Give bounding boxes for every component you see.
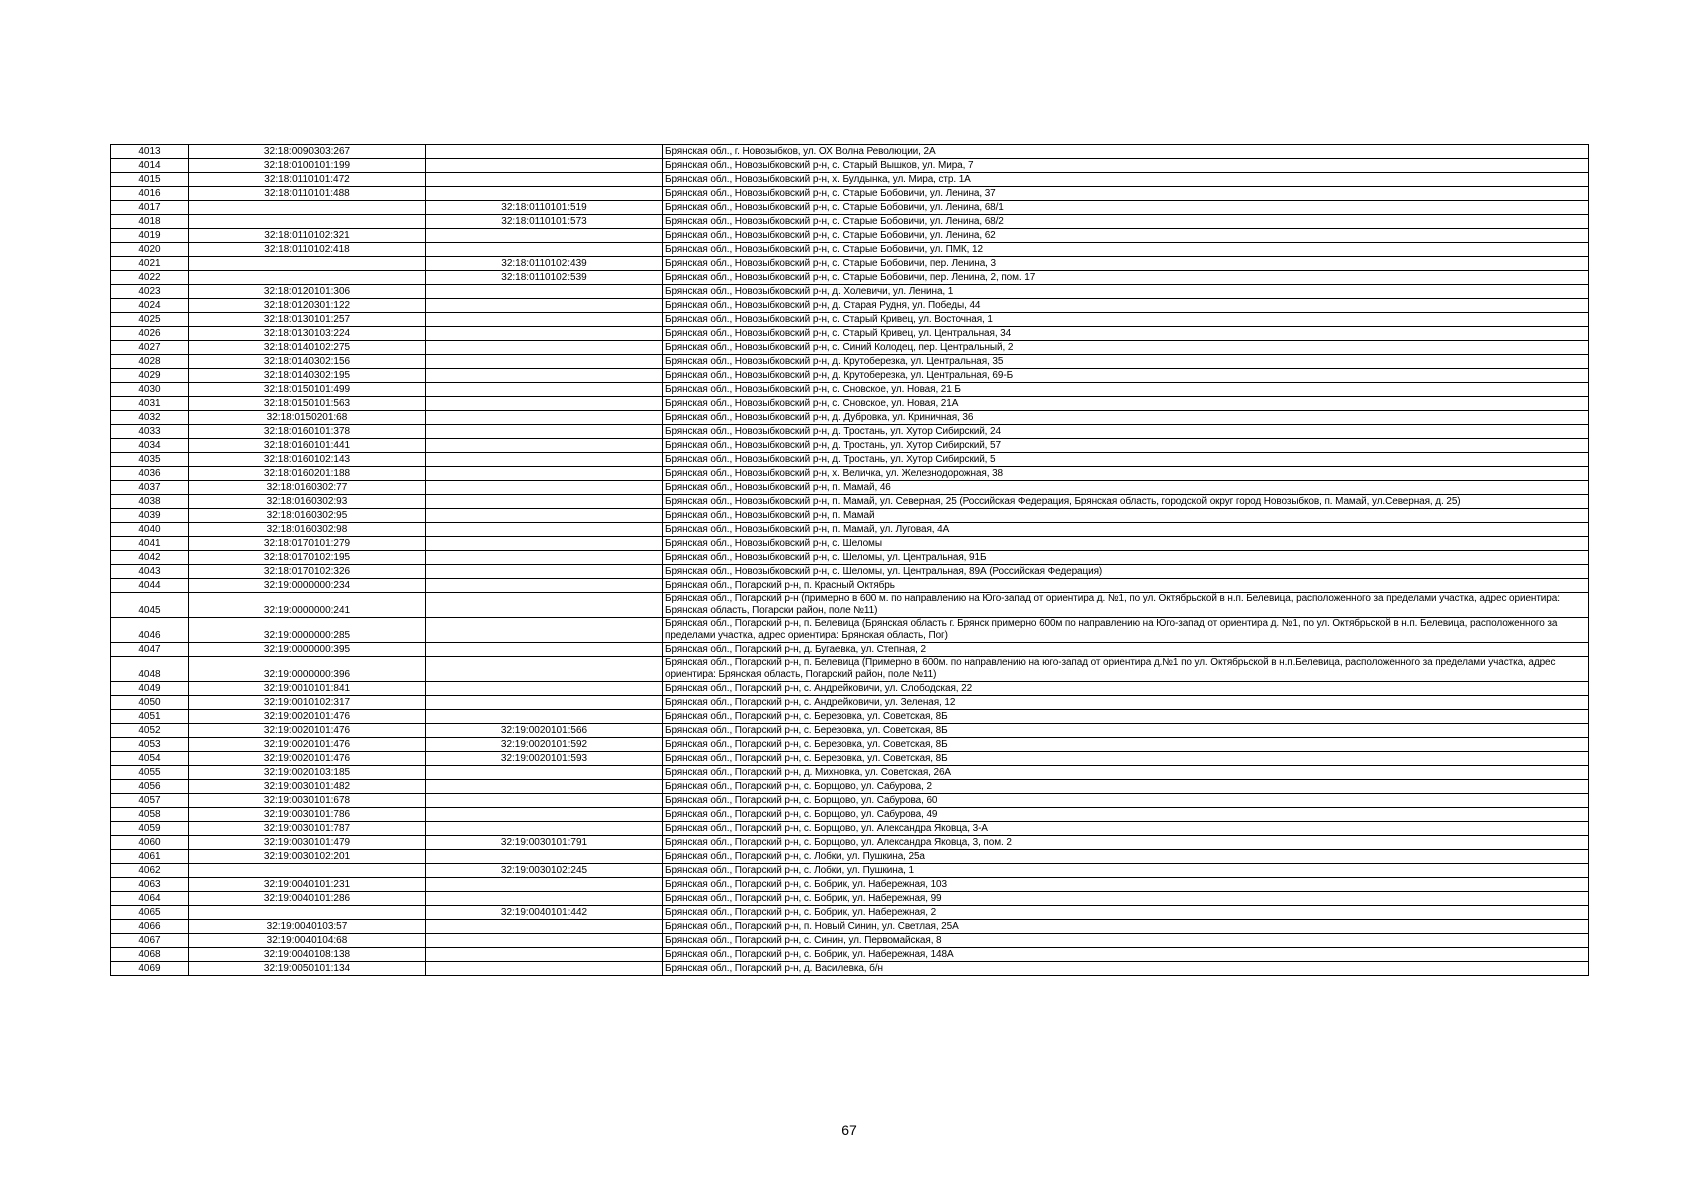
row-number-cell: 4057 <box>111 794 189 808</box>
related-cadastral-number-cell <box>426 523 663 537</box>
table-row <box>111 752 1589 766</box>
address-cell: Брянская обл., Новозыбковский р-н, с. Старые Бобовичи, ул. Ленина, 62 <box>663 229 1589 243</box>
cadastral-number-cell: 32:18:0140302:156 <box>189 355 426 369</box>
table-row <box>111 369 1589 383</box>
table-row <box>111 327 1589 341</box>
table-row <box>111 257 1589 271</box>
row-number-cell: 4060 <box>111 836 189 850</box>
row-number-cell: 4025 <box>111 313 189 327</box>
related-cadastral-number-cell <box>426 565 663 579</box>
row-number-cell: 4058 <box>111 808 189 822</box>
related-cadastral-number-cell: 32:19:0030101:791 <box>426 836 663 850</box>
row-number-cell: 4052 <box>111 724 189 738</box>
table-row <box>111 313 1589 327</box>
row-number-cell: 4026 <box>111 327 189 341</box>
row-number-cell: 4029 <box>111 369 189 383</box>
related-cadastral-number-cell <box>426 481 663 495</box>
cadastral-number-cell: 32:18:0150101:499 <box>189 383 426 397</box>
table-row <box>111 962 1589 976</box>
row-number-cell: 4032 <box>111 411 189 425</box>
address-cell: Брянская обл., Новозыбковский р-н, п. Мамай, ул. Луговая, 4А <box>663 523 1589 537</box>
address-cell: Брянская обл., Новозыбковский р-н, д. Холевичи, ул. Ленина, 1 <box>663 285 1589 299</box>
row-number-cell: 4043 <box>111 565 189 579</box>
address-cell: Брянская обл., Новозыбковский р-н, х. Величка, ул. Железнодорожная, 38 <box>663 467 1589 481</box>
table-row <box>111 780 1589 794</box>
address-cell: Брянская обл., Погарский р-н, с. Борщово, ул. Александра Яковца, 3, пом. 2 <box>663 836 1589 850</box>
address-cell: Брянская обл., Погарский р-н, п. Белевица (Брянская область г. Брянск примерно 600м по направлению на Юго-запад от ориентира д. №1, по ул. Октябрьской в н.п. Белевица, расположенного за пределами участка, адрес ориентира: Брянская область, Пог) <box>663 618 1589 643</box>
row-number-cell: 4045 <box>111 593 189 618</box>
table-row <box>111 850 1589 864</box>
address-cell: Брянская обл., Погарский р-н, д. Бугаевка, ул. Степная, 2 <box>663 643 1589 657</box>
related-cadastral-number-cell <box>426 383 663 397</box>
row-number-cell: 4051 <box>111 710 189 724</box>
address-cell: Брянская обл., Новозыбковский р-н, д. Дубровка, ул. Криничная, 36 <box>663 411 1589 425</box>
related-cadastral-number-cell <box>426 509 663 523</box>
address-cell: Брянская обл., Новозыбковский р-н, с. Старый Вышков, ул. Мира, 7 <box>663 159 1589 173</box>
table-row <box>111 453 1589 467</box>
table-row <box>111 173 1589 187</box>
cadastral-number-cell: 32:19:0040104:68 <box>189 934 426 948</box>
row-number-cell: 4036 <box>111 467 189 481</box>
table-row <box>111 836 1589 850</box>
address-cell: Брянская обл., Погарский р-н, с. Бобрик, ул. Набережная, 103 <box>663 878 1589 892</box>
table-row <box>111 892 1589 906</box>
row-number-cell: 4063 <box>111 878 189 892</box>
table-row <box>111 509 1589 523</box>
row-number-cell: 4027 <box>111 341 189 355</box>
table-row <box>111 551 1589 565</box>
cadastral-number-cell: 32:18:0160302:98 <box>189 523 426 537</box>
address-cell: Брянская обл., Новозыбковский р-н, с. Старые Бобовичи, ул. Ленина, 68/1 <box>663 201 1589 215</box>
address-cell: Брянская обл., Новозыбковский р-н, с. Старый Кривец, ул. Центральная, 34 <box>663 327 1589 341</box>
related-cadastral-number-cell <box>426 537 663 551</box>
related-cadastral-number-cell <box>426 159 663 173</box>
related-cadastral-number-cell: 32:19:0030102:245 <box>426 864 663 878</box>
table-row <box>111 696 1589 710</box>
row-number-cell: 4018 <box>111 215 189 229</box>
row-number-cell: 4066 <box>111 920 189 934</box>
row-number-cell: 4068 <box>111 948 189 962</box>
related-cadastral-number-cell <box>426 643 663 657</box>
address-cell: Брянская обл., Новозыбковский р-н, д. Тростань, ул. Хутор Сибирский, 57 <box>663 439 1589 453</box>
cadastral-number-cell: 32:19:0020101:476 <box>189 724 426 738</box>
related-cadastral-number-cell <box>426 243 663 257</box>
table-row <box>111 215 1589 229</box>
cadastral-number-cell <box>189 906 426 920</box>
row-number-cell: 4041 <box>111 537 189 551</box>
row-number-cell: 4053 <box>111 738 189 752</box>
related-cadastral-number-cell <box>426 618 663 643</box>
table-row <box>111 383 1589 397</box>
related-cadastral-number-cell: 32:19:0040101:442 <box>426 906 663 920</box>
table-row <box>111 243 1589 257</box>
row-number-cell: 4039 <box>111 509 189 523</box>
address-cell: Брянская обл., Погарский р-н, с. Березовка, ул. Советская, 8Б <box>663 724 1589 738</box>
cadastral-number-cell: 32:19:0030101:787 <box>189 822 426 836</box>
cadastral-number-cell: 32:19:0040101:231 <box>189 878 426 892</box>
cadastral-number-cell: 32:19:0010101:841 <box>189 682 426 696</box>
cadastral-number-cell: 32:18:0120301:122 <box>189 299 426 313</box>
table-row <box>111 593 1589 618</box>
table-row <box>111 439 1589 453</box>
address-cell: Брянская обл., Погарский р-н, п. Новый Синин, ул. Светлая, 25А <box>663 920 1589 934</box>
cadastral-number-cell: 32:19:0000000:395 <box>189 643 426 657</box>
related-cadastral-number-cell <box>426 285 663 299</box>
cadastral-number-cell: 32:18:0130101:257 <box>189 313 426 327</box>
row-number-cell: 4037 <box>111 481 189 495</box>
related-cadastral-number-cell <box>426 439 663 453</box>
cadastral-number-cell: 32:18:0150101:563 <box>189 397 426 411</box>
related-cadastral-number-cell: 32:18:0110102:539 <box>426 271 663 285</box>
row-number-cell: 4049 <box>111 682 189 696</box>
address-cell: Брянская обл., Погарский р-н, с. Бобрик, ул. Набережная, 99 <box>663 892 1589 906</box>
table-row <box>111 397 1589 411</box>
related-cadastral-number-cell <box>426 495 663 509</box>
address-cell: Брянская обл., Погарский р-н, д. Василевка, б/н <box>663 962 1589 976</box>
related-cadastral-number-cell <box>426 299 663 313</box>
row-number-cell: 4044 <box>111 579 189 593</box>
address-cell: Брянская обл., Новозыбковский р-н, с. Шеломы, ул. Центральная, 89А (Российская Федерация) <box>663 565 1589 579</box>
table-row <box>111 766 1589 780</box>
related-cadastral-number-cell <box>426 934 663 948</box>
table-row <box>111 285 1589 299</box>
related-cadastral-number-cell <box>426 327 663 341</box>
cadastral-number-cell: 32:18:0170102:195 <box>189 551 426 565</box>
row-number-cell: 4024 <box>111 299 189 313</box>
address-cell: Брянская обл., Новозыбковский р-н, с. Сновское, ул. Новая, 21 Б <box>663 383 1589 397</box>
related-cadastral-number-cell <box>426 397 663 411</box>
related-cadastral-number-cell: 32:19:0020101:592 <box>426 738 663 752</box>
address-cell: Брянская обл., Погарский р-н, п. Красный Октябрь <box>663 579 1589 593</box>
row-number-cell: 4015 <box>111 173 189 187</box>
cadastral-number-cell: 32:19:0030101:482 <box>189 780 426 794</box>
address-cell: Брянская обл., Новозыбковский р-н, с. Старые Бобовичи, ул. Ленина, 37 <box>663 187 1589 201</box>
row-number-cell: 4062 <box>111 864 189 878</box>
address-cell: Брянская обл., Новозыбковский р-н, д. Старая Рудня, ул. Победы, 44 <box>663 299 1589 313</box>
table-row <box>111 271 1589 285</box>
address-cell: Брянская обл., Погарский р-н, д. Михновка, ул. Советская, 26А <box>663 766 1589 780</box>
table-row <box>111 878 1589 892</box>
cadastral-number-cell <box>189 864 426 878</box>
table-row <box>111 864 1589 878</box>
cadastral-number-cell: 32:18:0160302:93 <box>189 495 426 509</box>
cadastral-number-cell: 32:19:0020103:185 <box>189 766 426 780</box>
related-cadastral-number-cell <box>426 593 663 618</box>
table-row <box>111 481 1589 495</box>
address-cell: Брянская обл., Погарский р-н, с. Андрейковичи, ул. Зеленая, 12 <box>663 696 1589 710</box>
address-cell: Брянская обл., Погарский р-н (примерно в 600 м. по направлению на Юго-запад от ориентира д. №1, по ул. Октябрьской в н.п. Белевица, расположенного за пределами участка, адрес ориентира: Брянская область, Погарски район, поле №11) <box>663 593 1589 618</box>
cadastral-number-cell: 32:19:0000000:241 <box>189 593 426 618</box>
row-number-cell: 4064 <box>111 892 189 906</box>
related-cadastral-number-cell <box>426 962 663 976</box>
cadastral-number-cell: 32:18:0110102:418 <box>189 243 426 257</box>
cadastral-number-cell: 32:18:0160302:77 <box>189 481 426 495</box>
related-cadastral-number-cell <box>426 355 663 369</box>
cadastral-number-cell: 32:19:0000000:285 <box>189 618 426 643</box>
related-cadastral-number-cell <box>426 780 663 794</box>
cadastral-number-cell: 32:19:0030102:201 <box>189 850 426 864</box>
property-registry-table <box>110 144 1589 976</box>
related-cadastral-number-cell <box>426 313 663 327</box>
table-row <box>111 537 1589 551</box>
cadastral-number-cell: 32:18:0170101:279 <box>189 537 426 551</box>
table-row <box>111 229 1589 243</box>
address-cell: Брянская обл., Погарский р-н, с. Березовка, ул. Советская, 8Б <box>663 738 1589 752</box>
table-row <box>111 467 1589 481</box>
cadastral-number-cell: 32:19:0020101:476 <box>189 710 426 724</box>
table-row <box>111 201 1589 215</box>
row-number-cell: 4067 <box>111 934 189 948</box>
related-cadastral-number-cell <box>426 696 663 710</box>
row-number-cell: 4030 <box>111 383 189 397</box>
cadastral-number-cell: 32:18:0140102:275 <box>189 341 426 355</box>
address-cell: Брянская обл., Новозыбковский р-н, с. Синий Колодец, пер. Центральный, 2 <box>663 341 1589 355</box>
table-row <box>111 657 1589 682</box>
cadastral-number-cell: 32:18:0090303:267 <box>189 145 426 159</box>
address-cell: Брянская обл., Погарский р-н, с. Березовка, ул. Советская, 8Б <box>663 710 1589 724</box>
address-cell: Брянская обл., Новозыбковский р-н, д. Крутоберезка, ул. Центральная, 69-Б <box>663 369 1589 383</box>
table-row <box>111 920 1589 934</box>
address-cell: Брянская обл., Новозыбковский р-н, с. Старые Бобовичи, ул. ПМК, 12 <box>663 243 1589 257</box>
related-cadastral-number-cell <box>426 187 663 201</box>
registry-table-body <box>111 145 1589 976</box>
address-cell: Брянская обл., Погарский р-н, с. Лобки, ул. Пушкина, 25а <box>663 850 1589 864</box>
cadastral-number-cell: 32:19:0040103:57 <box>189 920 426 934</box>
table-row <box>111 822 1589 836</box>
cadastral-number-cell <box>189 201 426 215</box>
related-cadastral-number-cell <box>426 145 663 159</box>
row-number-cell: 4023 <box>111 285 189 299</box>
cadastral-number-cell: 32:18:0100101:199 <box>189 159 426 173</box>
cadastral-number-cell: 32:19:0040101:286 <box>189 892 426 906</box>
table-row <box>111 341 1589 355</box>
cadastral-number-cell: 32:18:0160201:188 <box>189 467 426 481</box>
row-number-cell: 4013 <box>111 145 189 159</box>
cadastral-number-cell: 32:19:0000000:234 <box>189 579 426 593</box>
table-row <box>111 579 1589 593</box>
related-cadastral-number-cell <box>426 794 663 808</box>
row-number-cell: 4021 <box>111 257 189 271</box>
related-cadastral-number-cell: 32:18:0110101:573 <box>426 215 663 229</box>
row-number-cell: 4048 <box>111 657 189 682</box>
address-cell: Брянская обл., Погарский р-н, с. Борщово, ул. Александра Яковца, 3-А <box>663 822 1589 836</box>
table-row <box>111 643 1589 657</box>
address-cell: Брянская обл., Новозыбковский р-н, п. Мамай, 46 <box>663 481 1589 495</box>
row-number-cell: 4031 <box>111 397 189 411</box>
table-row <box>111 738 1589 752</box>
cadastral-number-cell: 32:18:0160101:378 <box>189 425 426 439</box>
cadastral-number-cell <box>189 215 426 229</box>
table-row <box>111 565 1589 579</box>
row-number-cell: 4017 <box>111 201 189 215</box>
related-cadastral-number-cell <box>426 657 663 682</box>
address-cell: Брянская обл., Погарский р-н, с. Борщово, ул. Сабурова, 2 <box>663 780 1589 794</box>
cadastral-number-cell: 32:18:0170102:326 <box>189 565 426 579</box>
related-cadastral-number-cell <box>426 850 663 864</box>
address-cell: Брянская обл., Погарский р-н, с. Борщово, ул. Сабурова, 49 <box>663 808 1589 822</box>
row-number-cell: 4054 <box>111 752 189 766</box>
row-number-cell: 4059 <box>111 822 189 836</box>
row-number-cell: 4065 <box>111 906 189 920</box>
related-cadastral-number-cell <box>426 710 663 724</box>
row-number-cell: 4046 <box>111 618 189 643</box>
related-cadastral-number-cell <box>426 822 663 836</box>
cadastral-number-cell: 32:18:0110101:472 <box>189 173 426 187</box>
address-cell: Брянская обл., Новозыбковский р-н, с. Старые Бобовичи, пер. Ленина, 2, пом. 17 <box>663 271 1589 285</box>
related-cadastral-number-cell <box>426 682 663 696</box>
address-cell: Брянская обл., Новозыбковский р-н, с. Сновское, ул. Новая, 21А <box>663 397 1589 411</box>
related-cadastral-number-cell <box>426 341 663 355</box>
cadastral-number-cell: 32:18:0160302:95 <box>189 509 426 523</box>
cadastral-number-cell: 32:18:0160101:441 <box>189 439 426 453</box>
cadastral-number-cell: 32:19:0020101:476 <box>189 738 426 752</box>
cadastral-number-cell: 32:18:0140302:195 <box>189 369 426 383</box>
cadastral-number-cell: 32:19:0040108:138 <box>189 948 426 962</box>
row-number-cell: 4020 <box>111 243 189 257</box>
related-cadastral-number-cell <box>426 579 663 593</box>
address-cell: Брянская обл., Погарский р-н, с. Синин, ул. Первомайская, 8 <box>663 934 1589 948</box>
related-cadastral-number-cell: 32:18:0110101:519 <box>426 201 663 215</box>
table-row <box>111 495 1589 509</box>
related-cadastral-number-cell <box>426 369 663 383</box>
table-row <box>111 411 1589 425</box>
table-row <box>111 948 1589 962</box>
address-cell: Брянская обл., Новозыбковский р-н, п. Мамай <box>663 509 1589 523</box>
row-number-cell: 4061 <box>111 850 189 864</box>
cadastral-number-cell: 32:19:0030101:479 <box>189 836 426 850</box>
address-cell: Брянская обл., г. Новозыбков, ул. ОХ Волна Революции, 2А <box>663 145 1589 159</box>
cadastral-number-cell: 32:19:0030101:678 <box>189 794 426 808</box>
page-number: 67 <box>841 1122 857 1138</box>
cadastral-number-cell: 32:18:0160102:143 <box>189 453 426 467</box>
row-number-cell: 4014 <box>111 159 189 173</box>
cadastral-number-cell <box>189 271 426 285</box>
address-cell: Брянская обл., Погарский р-н, с. Андрейковичи, ул. Слободская, 22 <box>663 682 1589 696</box>
address-cell: Брянская обл., Погарский р-н, с. Лобки, ул. Пушкина, 1 <box>663 864 1589 878</box>
address-cell: Брянская обл., Новозыбковский р-н, с. Шеломы <box>663 537 1589 551</box>
address-cell: Брянская обл., Новозыбковский р-н, х. Булдынка, ул. Мира, стр. 1А <box>663 173 1589 187</box>
related-cadastral-number-cell <box>426 920 663 934</box>
row-number-cell: 4038 <box>111 495 189 509</box>
related-cadastral-number-cell <box>426 766 663 780</box>
cadastral-number-cell: 32:19:0010102:317 <box>189 696 426 710</box>
cadastral-number-cell: 32:19:0020101:476 <box>189 752 426 766</box>
cadastral-number-cell: 32:18:0130103:224 <box>189 327 426 341</box>
cadastral-number-cell: 32:19:0050101:134 <box>189 962 426 976</box>
row-number-cell: 4019 <box>111 229 189 243</box>
row-number-cell: 4047 <box>111 643 189 657</box>
address-cell: Брянская обл., Погарский р-н, с. Березовка, ул. Советская, 8Б <box>663 752 1589 766</box>
related-cadastral-number-cell <box>426 229 663 243</box>
address-cell: Брянская обл., Новозыбковский р-н, с. Старый Кривец, ул. Восточная, 1 <box>663 313 1589 327</box>
address-cell: Брянская обл., Новозыбковский р-н, д. Тростань, ул. Хутор Сибирский, 5 <box>663 453 1589 467</box>
related-cadastral-number-cell <box>426 551 663 565</box>
address-cell: Брянская обл., Новозыбковский р-н, с. Старые Бобовичи, пер. Ленина, 3 <box>663 257 1589 271</box>
row-number-cell: 4050 <box>111 696 189 710</box>
table-row <box>111 159 1589 173</box>
related-cadastral-number-cell <box>426 467 663 481</box>
address-cell: Брянская обл., Новозыбковский р-н, д. Крутоберезка, ул. Центральная, 35 <box>663 355 1589 369</box>
row-number-cell: 4056 <box>111 780 189 794</box>
cadastral-number-cell: 32:19:0030101:786 <box>189 808 426 822</box>
cadastral-number-cell <box>189 257 426 271</box>
related-cadastral-number-cell <box>426 892 663 906</box>
address-cell: Брянская обл., Погарский р-н, с. Бобрик, ул. Набережная, 2 <box>663 906 1589 920</box>
related-cadastral-number-cell: 32:18:0110102:439 <box>426 257 663 271</box>
table-row <box>111 145 1589 159</box>
related-cadastral-number-cell: 32:19:0020101:566 <box>426 724 663 738</box>
row-number-cell: 4055 <box>111 766 189 780</box>
address-cell: Брянская обл., Погарский р-н, с. Бобрик, ул. Набережная, 148А <box>663 948 1589 962</box>
cadastral-number-cell: 32:18:0120101:306 <box>189 285 426 299</box>
related-cadastral-number-cell: 32:19:0020101:593 <box>426 752 663 766</box>
related-cadastral-number-cell <box>426 808 663 822</box>
related-cadastral-number-cell <box>426 878 663 892</box>
table-row <box>111 299 1589 313</box>
table-row <box>111 618 1589 643</box>
cadastral-number-cell: 32:18:0150201:68 <box>189 411 426 425</box>
table-row <box>111 808 1589 822</box>
table-row <box>111 724 1589 738</box>
cadastral-number-cell: 32:19:0000000:396 <box>189 657 426 682</box>
table-row <box>111 710 1589 724</box>
row-number-cell: 4033 <box>111 425 189 439</box>
related-cadastral-number-cell <box>426 173 663 187</box>
address-cell: Брянская обл., Новозыбковский р-н, с. Шеломы, ул. Центральная, 91Б <box>663 551 1589 565</box>
table-row <box>111 355 1589 369</box>
row-number-cell: 4022 <box>111 271 189 285</box>
related-cadastral-number-cell <box>426 948 663 962</box>
row-number-cell: 4028 <box>111 355 189 369</box>
table-row <box>111 682 1589 696</box>
address-cell: Брянская обл., Погарский р-н, п. Белевица (Примерно в 600м. по направлению на юго-запад от ориентира д.№1 по ул. Октябрьской в н.п.Белевица, расположенного за пределами участка, адрес ориентира: Брянская область, Погарский район, поле №11) <box>663 657 1589 682</box>
related-cadastral-number-cell <box>426 453 663 467</box>
row-number-cell: 4034 <box>111 439 189 453</box>
table-row <box>111 906 1589 920</box>
cadastral-number-cell: 32:18:0110101:488 <box>189 187 426 201</box>
row-number-cell: 4042 <box>111 551 189 565</box>
table-row <box>111 425 1589 439</box>
address-cell: Брянская обл., Новозыбковский р-н, п. Мамай, ул. Северная, 25 (Российская Федерация, Брянская область, городской округ город Новозыбков, п. Мамай, ул.Северная, д. 25) <box>663 495 1589 509</box>
row-number-cell: 4069 <box>111 962 189 976</box>
row-number-cell: 4040 <box>111 523 189 537</box>
row-number-cell: 4016 <box>111 187 189 201</box>
table-row <box>111 934 1589 948</box>
related-cadastral-number-cell <box>426 425 663 439</box>
row-number-cell: 4035 <box>111 453 189 467</box>
table-row <box>111 187 1589 201</box>
table-row <box>111 794 1589 808</box>
cadastral-number-cell: 32:18:0110102:321 <box>189 229 426 243</box>
address-cell: Брянская обл., Погарский р-н, с. Борщово, ул. Сабурова, 60 <box>663 794 1589 808</box>
address-cell: Брянская обл., Новозыбковский р-н, д. Тростань, ул. Хутор Сибирский, 24 <box>663 425 1589 439</box>
table-row <box>111 523 1589 537</box>
address-cell: Брянская обл., Новозыбковский р-н, с. Старые Бобовичи, ул. Ленина, 68/2 <box>663 215 1589 229</box>
related-cadastral-number-cell <box>426 411 663 425</box>
